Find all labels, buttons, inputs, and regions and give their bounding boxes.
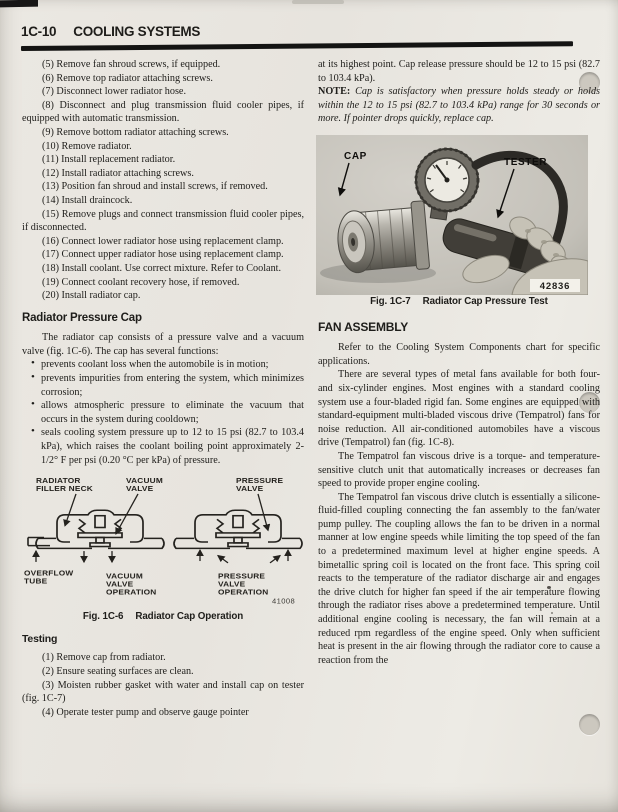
procedure-step: (5) Remove fan shroud screws, if equipped. <box>42 59 221 70</box>
radiator-cap-adapter <box>335 201 430 276</box>
procedure-step: (2) Ensure seating surfaces are clean. <box>42 666 194 677</box>
radiator-cap-intro: The radiator cap consists of a pressure valve and a vacuum valve (fig. 1C-6). The cap has several functions: <box>22 332 304 357</box>
label-vacuum-valve-operation <box>106 572 157 597</box>
label-radiator-filler-neck <box>36 477 93 494</box>
svg-text:VALVE: VALVE <box>126 484 154 494</box>
svg-text:TUBE: TUBE <box>24 577 48 586</box>
procedure-step: (11) Install replacement radiator. <box>42 154 176 166</box>
procedure-step: (20) Install radiator cap. <box>42 290 141 302</box>
svg-text:VACUUM: VACUUM <box>105 571 143 581</box>
figure-1c7-caption <box>318 295 600 309</box>
photo-number: 42836 <box>539 280 571 292</box>
pressure-gauge <box>416 149 478 211</box>
testing-heading: Testing <box>22 632 58 645</box>
procedure-step: (16) Connect lower radiator hose using replacement clamp. <box>42 235 284 247</box>
procedure-step: (14) Install draincock. <box>42 194 133 206</box>
figure-1c6-diagram <box>22 474 304 610</box>
scan-artifact-top-left <box>0 0 38 7</box>
svg-text:PRESSURE: PRESSURE <box>235 476 284 486</box>
scan-smudge <box>292 0 344 4</box>
svg-text:RADIATOR: RADIATOR <box>36 476 81 486</box>
radiator-replacement-steps <box>22 58 304 303</box>
figure-1c7-caption-number: Fig. 1C-7 <box>370 295 411 307</box>
procedure-step: (8) Disconnect and plug transmission fluid cooler pipes, if equipped with automatic transmission. <box>22 99 304 125</box>
punch-hole-bottom <box>579 714 600 735</box>
figure-1c7-caption-title: Radiator Cap Pressure Test <box>422 295 548 307</box>
figure-1c6-caption <box>22 610 304 624</box>
chapter-title: COOLING SYSTEMS <box>73 24 201 39</box>
figure-1c6-drawing-number: 41008 <box>272 597 296 606</box>
label-pressure-valve <box>236 477 283 494</box>
svg-text:VALVE: VALVE <box>105 579 134 589</box>
procedure-step: (1) Remove cap from radiator. <box>42 652 166 664</box>
cap-function-item: • prevents impurities from entering the system, which minimizes corrosion; <box>22 372 304 399</box>
photo-label-cap: CAP <box>344 150 367 162</box>
cap-function-item: • prevents coolant loss when the automobile is in motion; <box>22 358 304 372</box>
svg-text:OPERATION: OPERATION <box>217 588 269 597</box>
header-rule <box>21 41 573 51</box>
cap-test-continuation: at its highest point. Cap release pressure should be 12 to 15 psi (82.7 to 103.4 kPa). <box>318 59 600 84</box>
procedure-step: (9) Remove bottom radiator attaching screws. <box>42 126 229 138</box>
note-paragraph <box>318 85 600 126</box>
svg-text:VALVE: VALVE <box>235 484 264 494</box>
procedure-step: (12) Install radiator attaching screws. <box>42 167 194 179</box>
fan-assembly-heading: FAN ASSEMBLY <box>318 319 409 334</box>
vacuum-valve-cap-cross-section <box>36 510 164 548</box>
procedure-step: (7) Disconnect lower radiator hose. <box>42 86 186 98</box>
svg-text:FILLER NECK: FILLER NECK <box>36 484 93 494</box>
body-paragraph: The Tempatrol fan viscous drive is a torque- and temperature-sensitive clutch unit that automatically increases or decreases fan speed to provide proper engine cooling. <box>318 450 600 490</box>
cap-functions-list <box>22 358 304 467</box>
procedure-step: (13) Position fan shroud and install screws, if removed. <box>42 181 268 193</box>
flow-arrows <box>36 550 288 563</box>
svg-text:OPERATION: OPERATION <box>105 588 157 597</box>
figure-1c6-caption-title: Radiator Cap Operation <box>135 611 244 623</box>
svg-text:OVERFLOW: OVERFLOW <box>24 569 74 578</box>
procedure-step: (17) Connect upper radiator hose using replacement clamp. <box>42 249 284 261</box>
svg-text:VACUUM: VACUUM <box>126 476 163 486</box>
note-text: Cap is satisfactory when pressure holds steady or holds within the 12 to 15 psi (82.7 to 103.4 kPa) range for 30 seconds or more. If pointer drops quickly, replace cap. <box>318 86 601 125</box>
procedure-step: (4) Operate tester pump and observe gauge pointer <box>42 706 249 718</box>
testing-steps <box>22 651 304 719</box>
photo-label-tester: TESTER <box>504 156 548 168</box>
section-heading-radiator-pressure-cap: Radiator Pressure Cap <box>22 311 142 324</box>
procedure-step: (18) Install coolant. Use correct mixture. Refer to Coolant. <box>42 262 282 274</box>
procedure-step: (15) Remove plugs and connect transmission fluid cooler pipes, if disconnected. <box>22 208 304 234</box>
cap-function-item: • seals cooling system pressure up to 12 to 15 psi (82.7 to 103.4 kPa), which raises the coolant boiling point approximately 2-1/2° F per psi (0.20 °C per kPa) of pressure. <box>22 426 304 467</box>
procedure-step: (6) Remove top radiator attaching screws. <box>42 72 213 84</box>
label-vacuum-valve <box>126 477 163 494</box>
body-paragraph: Refer to the Cooling System Components chart for specific applications. <box>318 342 600 367</box>
body-paragraph: There are several types of metal fans available for both four- and six-cylinder engines. Most engines with a standard cooling system use a four-bladed rigid fan. Some engines are equipped with standard-equipment multi-bladed viscous drive (Tempatrol) fans for noise reduction. All air-conditioned automobiles have a viscous drive (Tempatrol) fan (fig. 1C-8). <box>318 369 600 449</box>
page-number: 1C-10 <box>21 24 57 39</box>
procedure-step: (10) Remove radiator. <box>42 140 132 152</box>
label-overflow-tube <box>24 569 74 586</box>
procedure-step: (19) Connect coolant recovery hose, if removed. <box>42 276 240 288</box>
left-column <box>22 58 304 719</box>
svg-text:VALVE: VALVE <box>217 579 246 589</box>
body-paragraph: The Tempatrol fan viscous drive clutch is essentially a silicone-fluid-filled coupling connecting the fan assembly to the fan/water pump pulley. The coupling allows the fan to be driven in a normal manner at low engine speeds while limiting the top speed of the fan to a predetermined maximum level at higher engine speeds. A bimetallic spring coil is located on the front face. This spring coil reacts to the temperature of the radiator discharge air and engages the drive clutch for higher fan speed if the air temperature flowing through the radiator rises above a predetermined temperature. Until additional engine cooling is necessary, the fan will remain at a reduced rpm regardless of the engine speed. Only when sufficient heat is present in the air flowing through the radiator core to cause a reaction from the <box>318 491 600 666</box>
page-header <box>21 23 200 41</box>
note-label: NOTE: <box>318 86 351 98</box>
fan-assembly-text <box>318 341 600 667</box>
pressure-valve-cap-cross-section <box>174 510 302 548</box>
label-pressure-valve-operation <box>218 572 269 597</box>
figure-1c7-photo <box>316 135 588 295</box>
procedure-step: (3) Moisten rubber gasket with water and install cap on tester (fig. 1C-7) <box>22 679 304 705</box>
svg-text:PRESSURE: PRESSURE <box>217 571 266 581</box>
figure-1c6-caption-number: Fig. 1C-6 <box>82 611 124 623</box>
right-column <box>318 58 600 667</box>
cap-function-item: • allows atmospheric pressure to eliminate the vacuum that occurs in the system during cooldown; <box>22 399 304 426</box>
